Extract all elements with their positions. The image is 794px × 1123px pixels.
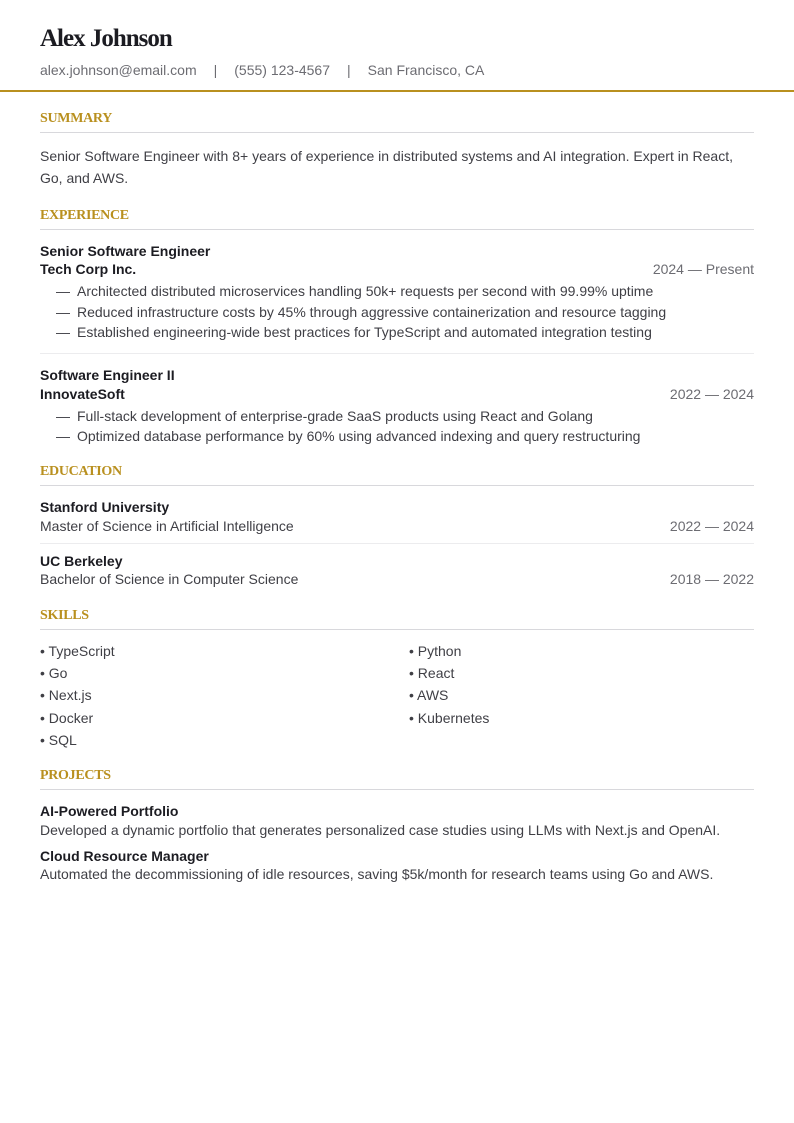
contact-email[interactable]: alex.johnson@email.com xyxy=(40,62,197,78)
section-divider xyxy=(40,485,754,486)
skill-item: • TypeScript xyxy=(40,643,115,659)
bullet-dash: — xyxy=(56,304,70,320)
project-description: Automated the decommissioning of idle resources, saving $5k/month for research teams using Go and AWS. xyxy=(40,866,714,882)
candidate-name: Alex Johnson xyxy=(40,25,172,52)
skill-item: • Python xyxy=(409,643,462,659)
contact-line xyxy=(40,60,484,80)
school-name: Stanford University xyxy=(40,499,170,515)
job-bullet: Established engineering-wide best practices for TypeScript and automated integration testing xyxy=(77,324,652,340)
skill-item: • AWS xyxy=(409,687,449,703)
job-bullet: Optimized database performance by 60% using advanced indexing and query restructuring xyxy=(77,428,641,444)
job-bullet: Architected distributed microservices handling 50k+ requests per second with 99.99% uptime xyxy=(77,283,654,299)
job-company: InnovateSoft xyxy=(40,386,125,402)
section-title-projects: PROJECTS xyxy=(40,768,111,783)
skill-item: • Docker xyxy=(40,710,94,726)
degree: Bachelor of Science in Computer Science xyxy=(40,571,299,587)
job-dates: 2024 — Present xyxy=(652,261,754,277)
bullet-dash: — xyxy=(56,324,70,340)
project-name: Cloud Resource Manager xyxy=(40,848,209,864)
skill-item: • React xyxy=(409,665,455,681)
contact-separator: | xyxy=(347,62,351,78)
section-title-summary: SUMMARY xyxy=(40,111,113,126)
contact-separator: | xyxy=(213,62,218,78)
section-divider xyxy=(40,789,754,790)
bullet-dash: — xyxy=(56,283,70,299)
skill-item: • SQL xyxy=(40,732,77,748)
section-divider xyxy=(40,229,754,230)
job-title: Software Engineer II xyxy=(40,367,175,383)
job-bullet: Full-stack development of enterprise-grade SaaS products using React and Golang xyxy=(77,408,593,424)
job-bullet: Reduced infrastructure costs by 45% through aggressive containerization and resource tagging xyxy=(77,304,667,320)
resume-header xyxy=(0,0,794,92)
skill-item: • Next.js xyxy=(40,687,92,703)
section-title-skills: SKILLS xyxy=(40,608,89,623)
job-dates: 2022 — 2024 xyxy=(669,386,754,402)
job-title: Senior Software Engineer xyxy=(40,243,211,259)
entry-divider xyxy=(40,353,754,354)
summary-text: Senior Software Engineer with 8+ years of experience in distributed systems and AI integration. Expert in React, Go, and AWS. xyxy=(40,148,733,186)
skill-item: • Go xyxy=(40,665,68,681)
section-divider xyxy=(40,629,754,630)
degree: Master of Science in Artificial Intelligence xyxy=(40,518,294,534)
entry-divider xyxy=(40,543,754,544)
project-name: AI-Powered Portfolio xyxy=(40,803,179,819)
contact-phone[interactable]: (555) 123-4567 xyxy=(234,62,331,78)
skill-item: • Kubernetes xyxy=(409,710,490,726)
contact-location: San Francisco, CA xyxy=(367,62,485,78)
job-company: Tech Corp Inc. xyxy=(40,261,137,277)
education-dates: 2022 — 2024 xyxy=(669,518,754,534)
section-divider xyxy=(40,132,754,133)
bullet-dash: — xyxy=(56,408,70,424)
project-description: Developed a dynamic portfolio that generates personalized case studies using LLMs with Next.js and OpenAI. xyxy=(40,822,721,838)
section-title-education: EDUCATION xyxy=(40,464,122,479)
education-dates: 2018 — 2022 xyxy=(669,571,754,587)
school-name: UC Berkeley xyxy=(40,553,123,569)
bullet-dash: — xyxy=(56,428,70,444)
section-title-experience: EXPERIENCE xyxy=(40,208,129,223)
